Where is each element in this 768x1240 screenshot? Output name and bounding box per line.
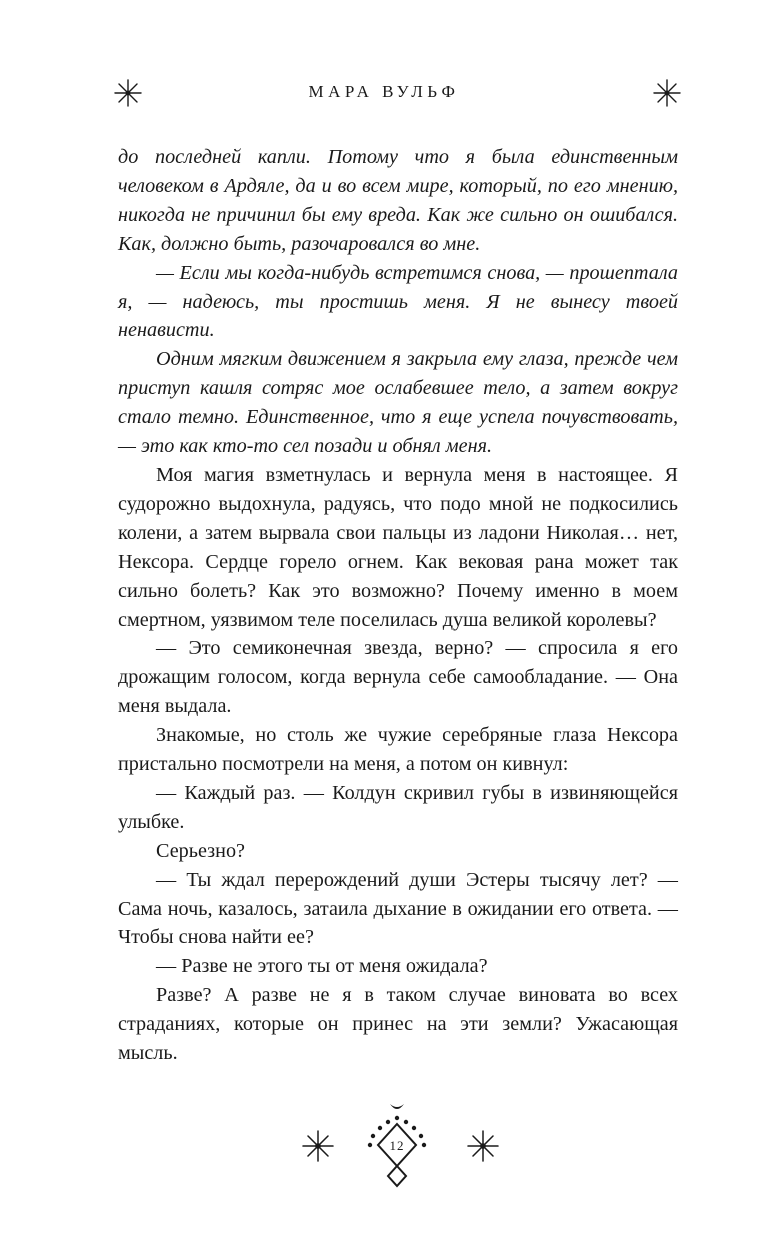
running-header — [0, 78, 768, 108]
paragraph: Знакомые, но столь же чужие серебряные глаза Нексора пристально посмотрели на меня, а потом он кивнул: — [118, 724, 678, 776]
paragraph: — Ты ждал перерождений души Эстеры тысячу лет? — Сама ночь, казалось, затаила дыхание в ожидании его ответа. — Чтобы снова найти ее? — [118, 868, 678, 949]
paragraph: — Это семиконечная звезда, верно? — спросила я его дрожащим голосом, когда вернула себе самообладание. — Она меня выдала. — [118, 637, 678, 718]
star-ornament-icon — [652, 78, 682, 108]
paragraph: до последней капли. Потому что я была единственным человеком в Ардяле, да и во всем мире, который, по его мнению, никогда не причинил бы ему вреда. Как же сильно он ошибался. Как, должно быть, разочаровался во мне. — [118, 146, 678, 255]
star-ornament-icon — [301, 1129, 335, 1163]
paragraph: Моя магия взметнулась и вернула меня в настоящее. Я судорожно выдохнула, радуясь, что подо мной не подкосились колени, а затем вырвала свои пальцы из ладони Николая… нет, Нексора. Сердце горело огнем. Как вековая рана может так сильно болеть? Как это возможно? Почему именно в моем смертном, уязвимом теле поселилась душа великой королевы? — [118, 463, 678, 631]
star-ornament-icon — [466, 1129, 500, 1163]
page-footer — [0, 1100, 768, 1200]
paragraph: Серьезно? — [156, 839, 246, 862]
page-number: 12 — [389, 1138, 405, 1153]
page-body — [118, 143, 678, 1068]
paragraph: Разве? А разве не я в таком случае виновата во всех страданиях, которые он принес на эти земли? Ужасающая мысль. — [118, 984, 678, 1065]
paragraph: — Если мы когда-нибудь встретимся снова, — прошептала я, — надеюсь, ты простишь меня. Я не вынесу твоей ненависти. — [118, 261, 678, 342]
paragraph: Одним мягким движением я закрыла ему глаза, прежде чем приступ кашля сотряс мое ослабевшее тело, а затем вокруг стало темно. Единственное, что я еще успела почувствовать, — это как кто-то сел позади и обнял меня. — [118, 348, 678, 458]
book-author-title: МАРА ВУЛЬФ — [308, 82, 460, 101]
paragraph: — Каждый раз. — Колдун скривил губы в извиняющейся улыбке. — [118, 781, 678, 833]
paragraph: — Разве не этого ты от меня ожидала? — [156, 955, 488, 978]
